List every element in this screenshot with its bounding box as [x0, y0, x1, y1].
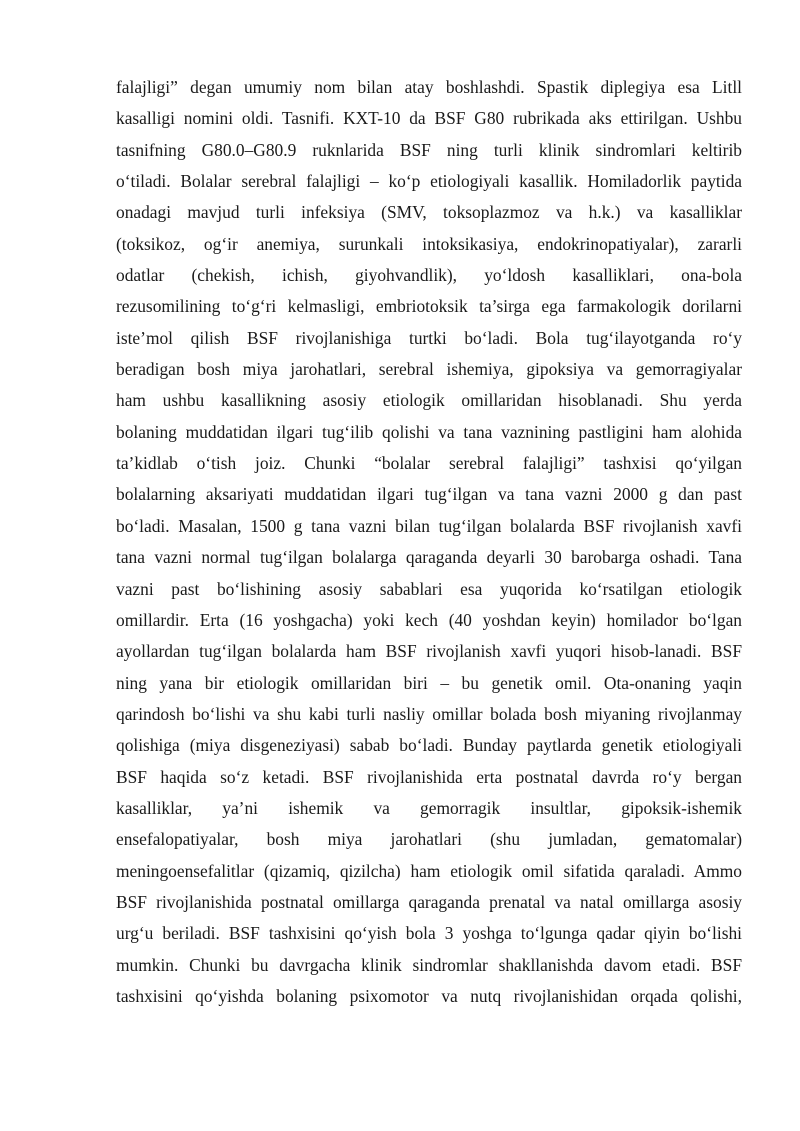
text-line: ensefalopatiyalar, bosh miya jarohatlari (shu jumladan, gematomalar) — [116, 829, 742, 850]
text-line: bolalarning aksariyati muddatidan ilgari tug‘ilgan va tana vazni 2000 g dan past — [116, 484, 742, 505]
text-line: ning yana bir etiologik omillaridan biri – bu genetik omil. Ota-onaning yaqin — [116, 672, 742, 693]
text-line: tashxisini qo‘yishda bolaning psixomotor va nutq rivojlanishidan orqada qolishi, — [116, 985, 742, 1006]
body-text — [116, 72, 742, 1012]
text-line: ta’kidlab o‘tish joiz. Chunki “bolalar serebral falajligi” tashxisi qo‘yilgan — [116, 453, 742, 474]
text-line: o‘tiladi. Bolalar serebral falajligi – ko‘p etiologiyali kasallik. Homiladorlik paytida — [116, 171, 742, 192]
text-line: odatlar (chekish, ichish, giyohvandlik), yo‘ldosh kasalliklari, ona-bola — [116, 265, 742, 286]
text-line: beradigan bosh miya jarohatlari, serebral ishemiya, gipoksiya va gemorragiyalar — [116, 359, 742, 380]
text-line: onadagi mavjud turli infeksiya (SMV, toksoplazmoz va h.k.) va kasalliklar — [116, 202, 742, 223]
text-line: omillardir. Erta (16 yoshgacha) yoki kech (40 yoshdan keyin) homilador bo‘lgan — [116, 609, 742, 630]
text-line: mumkin. Chunki bu davrgacha klinik sindromlar shakllanishda davom etadi. BSF — [116, 954, 742, 975]
text-line: rezusomilining to‘g‘ri kelmasligi, embriotoksik ta’sirga ega farmakologik dorilarni — [116, 296, 742, 317]
text-line: urg‘u beriladi. BSF tashxisini qo‘yish bola 3 yoshga to‘lgunga qadar qiyin bo‘lishi — [116, 923, 742, 944]
text-line: ayollardan tug‘ilgan bolalarda ham BSF rivojlanish xavfi yuqori hisob-lanadi. BSF — [116, 641, 742, 662]
text-line: meningoensefalitlar (qizamiq, qizilcha) ham etiologik omil sifatida qaraladi. Ammo — [116, 860, 742, 881]
text-line: bo‘ladi. Masalan, 1500 g tana vazni bilan tug‘ilgan bolalarda BSF rivojlanish xavfi — [116, 515, 742, 536]
text-line: tasnifning G80.0–G80.9 ruknlarida BSF ning turli klinik sindromlari keltirib — [116, 139, 742, 160]
text-line: qolishiga (miya disgeneziyasi) sabab bo‘ladi. Bunday paytlarda genetik etiologiyali — [116, 735, 742, 756]
text-line: tana vazni normal tug‘ilgan bolalarga qaraganda deyarli 30 barobarga oshadi. Tana — [116, 547, 742, 568]
text-line: iste’mol qilish BSF rivojlanishiga turtki bo‘ladi. Bola tug‘ilayotganda ro‘y — [116, 327, 742, 348]
text-line: kasalliklar, ya’ni ishemik va gemorragik insultlar, gipoksik-ishemik — [116, 797, 742, 818]
text-line: kasalligi nomini oldi. Tasnifi. KXT-10 da BSF G80 rubrikada aks ettirilgan. Ushbu — [116, 108, 742, 129]
text-line: (toksikoz, og‘ir anemiya, surunkali intoksikasiya, endokrinopatiyalar), zararli — [116, 233, 742, 254]
text-line: BSF haqida so‘z ketadi. BSF rivojlanishida erta postnatal davrda ro‘y bergan — [116, 766, 742, 787]
text-line: BSF rivojlanishida postnatal omillarga qaraganda prenatal va natal omillarga asosiy — [116, 891, 742, 912]
text-line: ham ushbu kasallikning asosiy etiologik omillaridan hisoblanadi. Shu yerda — [116, 390, 742, 411]
text-line: falajligi” degan umumiy nom bilan atay boshlashdi. Spastik diplegiya esa Litll — [116, 77, 742, 97]
text-line: vazni past bo‘lishining asosiy sabablari esa yuqorida ko‘rsatilgan etiologik — [116, 578, 742, 599]
text-line: bolaning muddatidan ilgari tug‘ilib qolishi va tana vaznining pastligini ham alohida — [116, 421, 742, 442]
text-line: qarindosh bo‘lishi va shu kabi turli nasliy omillar bolada bosh miyaning rivojlanmay — [116, 703, 742, 724]
